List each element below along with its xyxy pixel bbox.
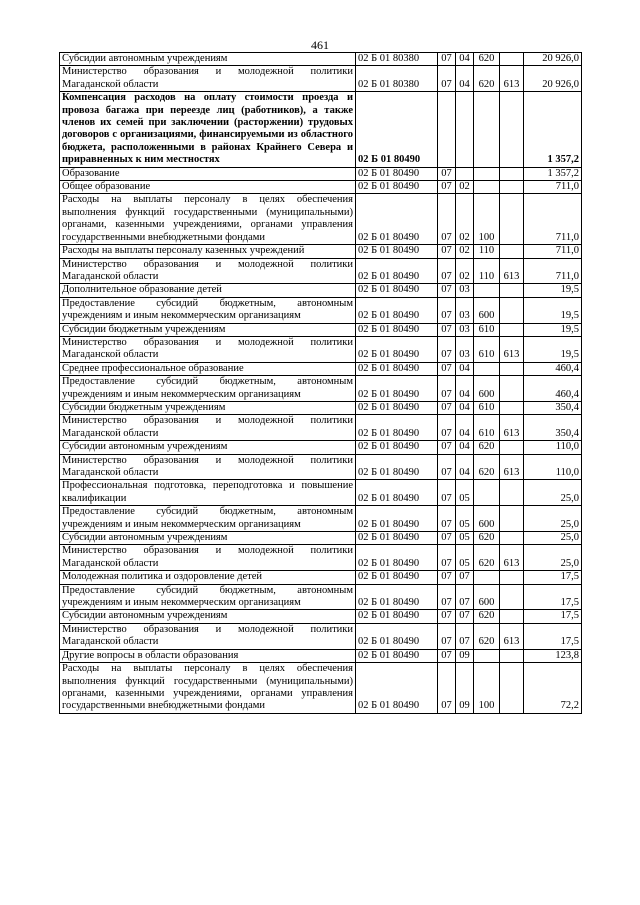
ministry-code-cell xyxy=(500,194,524,245)
amount-cell: 25,0 xyxy=(524,506,582,532)
table-row xyxy=(60,415,582,441)
expense-type-code-cell xyxy=(474,480,500,506)
expense-type-code-cell xyxy=(474,571,500,584)
row-name-cell: Министерство образования и молодежной политики Магаданской области xyxy=(60,415,356,441)
section-code-cell: 07 xyxy=(438,663,456,714)
expense-type-code-cell: 620 xyxy=(474,53,500,66)
ministry-code-cell xyxy=(500,610,524,623)
amount-cell: 20 926,0 xyxy=(524,53,582,66)
ministry-code-cell xyxy=(500,376,524,402)
target-article-code-cell: 02 Б 01 80380 xyxy=(356,66,438,92)
target-article-code-cell: 02 Б 01 80490 xyxy=(356,571,438,584)
section-code-cell: 07 xyxy=(438,53,456,66)
expense-type-code-cell: 610 xyxy=(474,415,500,441)
expense-type-code-cell: 620 xyxy=(474,623,500,649)
amount-cell: 110,0 xyxy=(524,441,582,454)
amount-cell: 17,5 xyxy=(524,623,582,649)
target-article-code-cell: 02 Б 01 80490 xyxy=(356,258,438,284)
ministry-code-cell xyxy=(500,441,524,454)
ministry-code-cell xyxy=(500,53,524,66)
section-code-cell: 07 xyxy=(438,376,456,402)
ministry-code-cell xyxy=(500,571,524,584)
row-name-cell: Субсидии бюджетным учреждениям xyxy=(60,401,356,414)
ministry-code-cell xyxy=(500,323,524,336)
subsection-code-cell xyxy=(456,92,474,167)
expense-type-code-cell xyxy=(474,284,500,297)
subsection-code-cell: 09 xyxy=(456,649,474,662)
section-code-cell: 07 xyxy=(438,362,456,375)
amount-cell: 25,0 xyxy=(524,480,582,506)
ministry-code-cell: 613 xyxy=(500,415,524,441)
expense-type-code-cell xyxy=(474,649,500,662)
ministry-code-cell xyxy=(500,401,524,414)
section-code-cell: 07 xyxy=(438,401,456,414)
table-row xyxy=(60,441,582,454)
target-article-code-cell: 02 Б 01 80490 xyxy=(356,454,438,480)
target-article-code-cell: 02 Б 01 80490 xyxy=(356,245,438,258)
table-row xyxy=(60,571,582,584)
amount-cell: 19,5 xyxy=(524,336,582,362)
section-code-cell: 07 xyxy=(438,441,456,454)
amount-cell: 350,4 xyxy=(524,415,582,441)
amount-cell: 17,5 xyxy=(524,584,582,610)
section-code-cell: 07 xyxy=(438,584,456,610)
target-article-code-cell: 02 Б 01 80490 xyxy=(356,181,438,194)
section-code-cell: 07 xyxy=(438,323,456,336)
ministry-code-cell: 613 xyxy=(500,623,524,649)
amount-cell: 711,0 xyxy=(524,245,582,258)
table-row xyxy=(60,245,582,258)
section-code-cell: 07 xyxy=(438,336,456,362)
expense-type-code-cell: 610 xyxy=(474,336,500,362)
row-name-cell: Субсидии автономным учреждениям xyxy=(60,532,356,545)
section-code-cell: 07 xyxy=(438,167,456,180)
target-article-code-cell: 02 Б 01 80490 xyxy=(356,297,438,323)
section-code-cell: 07 xyxy=(438,610,456,623)
ministry-code-cell: 613 xyxy=(500,545,524,571)
section-code-cell: 07 xyxy=(438,454,456,480)
expense-type-code-cell: 600 xyxy=(474,376,500,402)
row-name-cell: Министерство образования и молодежной политики Магаданской области xyxy=(60,454,356,480)
table-row xyxy=(60,53,582,66)
expense-type-code-cell xyxy=(474,362,500,375)
expense-type-code-cell: 110 xyxy=(474,245,500,258)
expense-type-code-cell: 620 xyxy=(474,454,500,480)
section-code-cell: 07 xyxy=(438,480,456,506)
ministry-code-cell: 613 xyxy=(500,258,524,284)
section-code-cell: 07 xyxy=(438,532,456,545)
ministry-code-cell xyxy=(500,245,524,258)
table-row xyxy=(60,584,582,610)
amount-cell: 20 926,0 xyxy=(524,66,582,92)
subsection-code-cell: 03 xyxy=(456,284,474,297)
row-name-cell: Образование xyxy=(60,167,356,180)
section-code-cell: 07 xyxy=(438,623,456,649)
ministry-code-cell xyxy=(500,506,524,532)
section-code-cell: 07 xyxy=(438,181,456,194)
target-article-code-cell: 02 Б 01 80490 xyxy=(356,545,438,571)
subsection-code-cell: 04 xyxy=(456,415,474,441)
row-name-cell: Министерство образования и молодежной политики Магаданской области xyxy=(60,623,356,649)
target-article-code-cell: 02 Б 01 80490 xyxy=(356,506,438,532)
section-code-cell: 07 xyxy=(438,297,456,323)
amount-cell: 19,5 xyxy=(524,284,582,297)
table-row xyxy=(60,297,582,323)
amount-cell: 350,4 xyxy=(524,401,582,414)
expense-type-code-cell xyxy=(474,92,500,167)
target-article-code-cell: 02 Б 01 80490 xyxy=(356,623,438,649)
subsection-code-cell: 05 xyxy=(456,532,474,545)
row-name-cell: Министерство образования и молодежной политики Магаданской области xyxy=(60,545,356,571)
subsection-code-cell: 04 xyxy=(456,66,474,92)
expense-type-code-cell: 610 xyxy=(474,401,500,414)
row-name-cell: Министерство образования и молодежной политики Магаданской области xyxy=(60,66,356,92)
target-article-code-cell: 02 Б 01 80490 xyxy=(356,441,438,454)
row-name-cell: Министерство образования и молодежной политики Магаданской области xyxy=(60,336,356,362)
target-article-code-cell: 02 Б 01 80490 xyxy=(356,663,438,714)
subsection-code-cell: 03 xyxy=(456,336,474,362)
table-row xyxy=(60,663,582,714)
expense-type-code-cell: 620 xyxy=(474,610,500,623)
table-row xyxy=(60,362,582,375)
target-article-code-cell: 02 Б 01 80490 xyxy=(356,323,438,336)
section-code-cell: 07 xyxy=(438,545,456,571)
subsection-code-cell: 07 xyxy=(456,623,474,649)
target-article-code-cell: 02 Б 01 80490 xyxy=(356,362,438,375)
table-row xyxy=(60,649,582,662)
row-name-cell: Общее образование xyxy=(60,181,356,194)
target-article-code-cell: 02 Б 01 80490 xyxy=(356,649,438,662)
target-article-code-cell: 02 Б 01 80490 xyxy=(356,610,438,623)
target-article-code-cell: 02 Б 01 80490 xyxy=(356,92,438,167)
table-row xyxy=(60,336,582,362)
ministry-code-cell xyxy=(500,649,524,662)
row-name-cell: Предоставление субсидий бюджетным, автономным учреждениям и иным некоммерческим организациям xyxy=(60,584,356,610)
section-code-cell: 07 xyxy=(438,194,456,245)
target-article-code-cell: 02 Б 01 80490 xyxy=(356,584,438,610)
table-row xyxy=(60,480,582,506)
table-row xyxy=(60,167,582,180)
subsection-code-cell: 04 xyxy=(456,53,474,66)
target-article-code-cell: 02 Б 01 80490 xyxy=(356,336,438,362)
ministry-code-cell xyxy=(500,297,524,323)
expense-type-code-cell: 620 xyxy=(474,441,500,454)
target-article-code-cell: 02 Б 01 80490 xyxy=(356,167,438,180)
amount-cell: 711,0 xyxy=(524,194,582,245)
ministry-code-cell xyxy=(500,532,524,545)
amount-cell: 25,0 xyxy=(524,545,582,571)
expense-type-code-cell: 100 xyxy=(474,194,500,245)
section-code-cell xyxy=(438,92,456,167)
page-number: 461 xyxy=(311,38,329,52)
table-row xyxy=(60,92,582,167)
table-row xyxy=(60,506,582,532)
amount-cell: 110,0 xyxy=(524,454,582,480)
amount-cell: 460,4 xyxy=(524,376,582,402)
row-name-cell: Профессиональная подготовка, переподготовка и повышение квалификации xyxy=(60,480,356,506)
amount-cell: 19,5 xyxy=(524,297,582,323)
table-row xyxy=(60,454,582,480)
section-code-cell: 07 xyxy=(438,571,456,584)
target-article-code-cell: 02 Б 01 80490 xyxy=(356,415,438,441)
expense-type-code-cell xyxy=(474,181,500,194)
table-row xyxy=(60,66,582,92)
section-code-cell: 07 xyxy=(438,415,456,441)
section-code-cell: 07 xyxy=(438,66,456,92)
subsection-code-cell: 05 xyxy=(456,506,474,532)
table-row xyxy=(60,258,582,284)
row-name-cell: Субсидии автономным учреждениям xyxy=(60,441,356,454)
table-row xyxy=(60,545,582,571)
subsection-code-cell: 07 xyxy=(456,571,474,584)
subsection-code-cell xyxy=(456,167,474,180)
expense-type-code-cell: 610 xyxy=(474,323,500,336)
table-row xyxy=(60,376,582,402)
target-article-code-cell: 02 Б 01 80490 xyxy=(356,532,438,545)
row-name-cell: Расходы на выплаты персоналу казенных учреждений xyxy=(60,245,356,258)
ministry-code-cell xyxy=(500,584,524,610)
expense-type-code-cell: 100 xyxy=(474,663,500,714)
subsection-code-cell: 02 xyxy=(456,258,474,284)
subsection-code-cell: 04 xyxy=(456,401,474,414)
row-name-cell: Предоставление субсидий бюджетным, автономным учреждениям и иным некоммерческим организациям xyxy=(60,506,356,532)
row-name-cell: Другие вопросы в области образования xyxy=(60,649,356,662)
row-name-cell: Субсидии бюджетным учреждениям xyxy=(60,323,356,336)
amount-cell: 711,0 xyxy=(524,258,582,284)
amount-cell: 711,0 xyxy=(524,181,582,194)
table-row xyxy=(60,181,582,194)
target-article-code-cell: 02 Б 01 80490 xyxy=(356,376,438,402)
amount-cell: 25,0 xyxy=(524,532,582,545)
ministry-code-cell xyxy=(500,167,524,180)
amount-cell: 17,5 xyxy=(524,610,582,623)
target-article-code-cell: 02 Б 01 80380 xyxy=(356,53,438,66)
amount-cell: 72,2 xyxy=(524,663,582,714)
expense-type-code-cell: 600 xyxy=(474,506,500,532)
row-name-cell: Расходы на выплаты персоналу в целях обеспечения выполнения функций государственными (муниципальными) органами, казенными учреждениями, органами управления государственными внебюджетными фондами xyxy=(60,194,356,245)
expense-type-code-cell: 620 xyxy=(474,532,500,545)
subsection-code-cell: 04 xyxy=(456,376,474,402)
subsection-code-cell: 02 xyxy=(456,181,474,194)
budget-table-body xyxy=(60,53,582,714)
ministry-code-cell xyxy=(500,284,524,297)
expense-type-code-cell xyxy=(474,167,500,180)
row-name-cell: Предоставление субсидий бюджетным, автономным учреждениям и иным некоммерческим организациям xyxy=(60,297,356,323)
table-row xyxy=(60,401,582,414)
row-name-cell: Дополнительное образование детей xyxy=(60,284,356,297)
row-name-cell: Компенсация расходов на оплату стоимости проезда и провоза багажа при переезде лиц (работников), а также членов их семей при заключении (расторжении) трудовых договоров с организациями, финансируемыми из областного бюджета, расположенными в районах Крайнего Севера и приравненных к ним местностях xyxy=(60,92,356,167)
subsection-code-cell: 02 xyxy=(456,194,474,245)
table-row xyxy=(60,284,582,297)
section-code-cell: 07 xyxy=(438,284,456,297)
budget-table xyxy=(59,52,582,714)
expense-type-code-cell: 600 xyxy=(474,297,500,323)
expense-type-code-cell: 110 xyxy=(474,258,500,284)
table-row xyxy=(60,323,582,336)
ministry-code-cell xyxy=(500,181,524,194)
subsection-code-cell: 02 xyxy=(456,245,474,258)
table-row xyxy=(60,194,582,245)
target-article-code-cell: 02 Б 01 80490 xyxy=(356,480,438,506)
ministry-code-cell xyxy=(500,362,524,375)
row-name-cell: Субсидии автономным учреждениям xyxy=(60,610,356,623)
row-name-cell: Предоставление субсидий бюджетным, автономным учреждениям и иным некоммерческим организациям xyxy=(60,376,356,402)
subsection-code-cell: 07 xyxy=(456,610,474,623)
expense-type-code-cell: 620 xyxy=(474,66,500,92)
ministry-code-cell xyxy=(500,480,524,506)
ministry-code-cell: 613 xyxy=(500,454,524,480)
ministry-code-cell: 613 xyxy=(500,336,524,362)
section-code-cell: 07 xyxy=(438,245,456,258)
amount-cell: 19,5 xyxy=(524,323,582,336)
subsection-code-cell: 04 xyxy=(456,362,474,375)
section-code-cell: 07 xyxy=(438,649,456,662)
ministry-code-cell xyxy=(500,92,524,167)
row-name-cell: Министерство образования и молодежной политики Магаданской области xyxy=(60,258,356,284)
ministry-code-cell xyxy=(500,663,524,714)
amount-cell: 1 357,2 xyxy=(524,167,582,180)
target-article-code-cell: 02 Б 01 80490 xyxy=(356,194,438,245)
target-article-code-cell: 02 Б 01 80490 xyxy=(356,284,438,297)
table-row xyxy=(60,532,582,545)
row-name-cell: Субсидии автономным учреждениям xyxy=(60,53,356,66)
section-code-cell: 07 xyxy=(438,506,456,532)
amount-cell: 1 357,2 xyxy=(524,92,582,167)
subsection-code-cell: 05 xyxy=(456,545,474,571)
subsection-code-cell: 04 xyxy=(456,454,474,480)
subsection-code-cell: 03 xyxy=(456,297,474,323)
subsection-code-cell: 03 xyxy=(456,323,474,336)
amount-cell: 17,5 xyxy=(524,571,582,584)
subsection-code-cell: 07 xyxy=(456,584,474,610)
target-article-code-cell: 02 Б 01 80490 xyxy=(356,401,438,414)
expense-type-code-cell: 600 xyxy=(474,584,500,610)
row-name-cell: Расходы на выплаты персоналу в целях обеспечения выполнения функций государственными (муниципальными) органами, казенными учреждениями, органами управления государственными внебюджетными фондами xyxy=(60,663,356,714)
subsection-code-cell: 05 xyxy=(456,480,474,506)
table-row xyxy=(60,623,582,649)
row-name-cell: Молодежная политика и оздоровление детей xyxy=(60,571,356,584)
subsection-code-cell: 09 xyxy=(456,663,474,714)
subsection-code-cell: 04 xyxy=(456,441,474,454)
section-code-cell: 07 xyxy=(438,258,456,284)
amount-cell: 123,8 xyxy=(524,649,582,662)
row-name-cell: Среднее профессиональное образование xyxy=(60,362,356,375)
amount-cell: 460,4 xyxy=(524,362,582,375)
ministry-code-cell: 613 xyxy=(500,66,524,92)
expense-type-code-cell: 620 xyxy=(474,545,500,571)
table-row xyxy=(60,610,582,623)
